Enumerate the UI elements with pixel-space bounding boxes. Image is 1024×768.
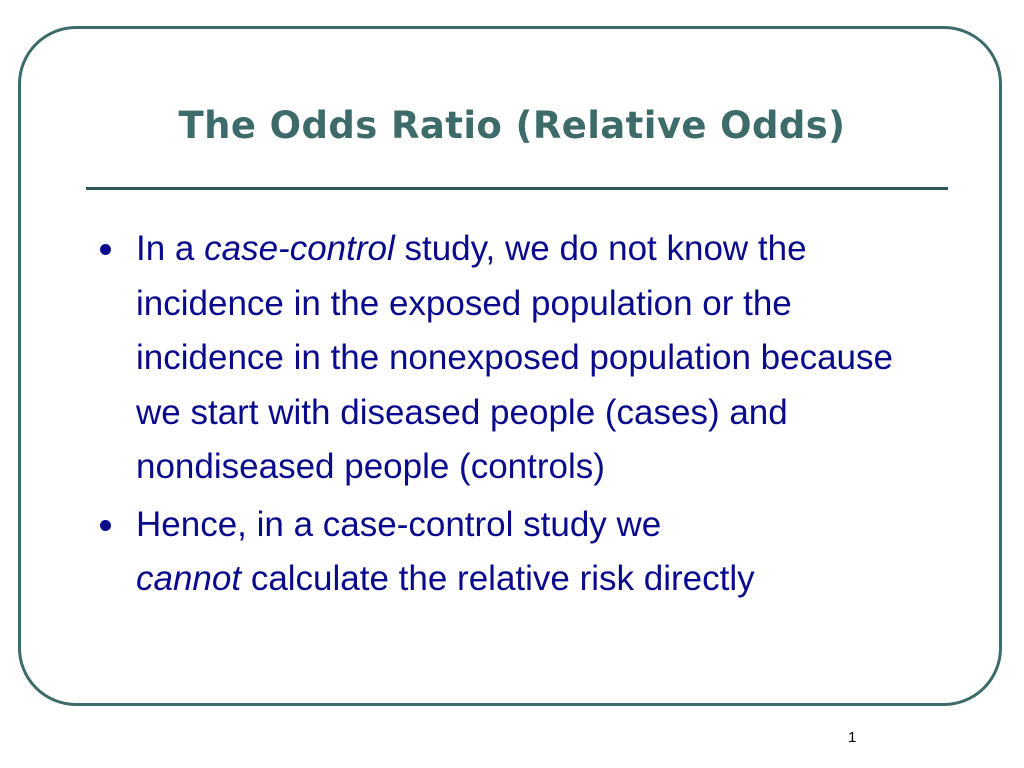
bullet-list	[96, 222, 936, 610]
bullet-emphasis-text: cannot	[136, 559, 242, 598]
page-number: 1	[848, 729, 857, 746]
bullet-item-case-control	[96, 222, 936, 495]
bullet-body-text: calculate the relative risk directly	[241, 559, 755, 598]
bullet-lead-text: In a	[136, 229, 205, 268]
title-divider	[86, 187, 948, 190]
bullet-dot-icon	[100, 244, 111, 255]
bullet-body-text: study, we do not know the incidence in the exposed population or the incidence in the nonexposed population because we start with diseased people (cases) and nondiseased people (controls)	[136, 229, 893, 486]
bullet-emphasis-text: case-control	[204, 229, 395, 268]
slide-title: The Odds Ratio (Relative Odds)	[178, 104, 846, 147]
bullet-dot-icon	[100, 520, 111, 531]
bullet-item-hence	[96, 498, 936, 607]
bullet-lead-text: Hence, in a case-control study we	[136, 504, 662, 544]
